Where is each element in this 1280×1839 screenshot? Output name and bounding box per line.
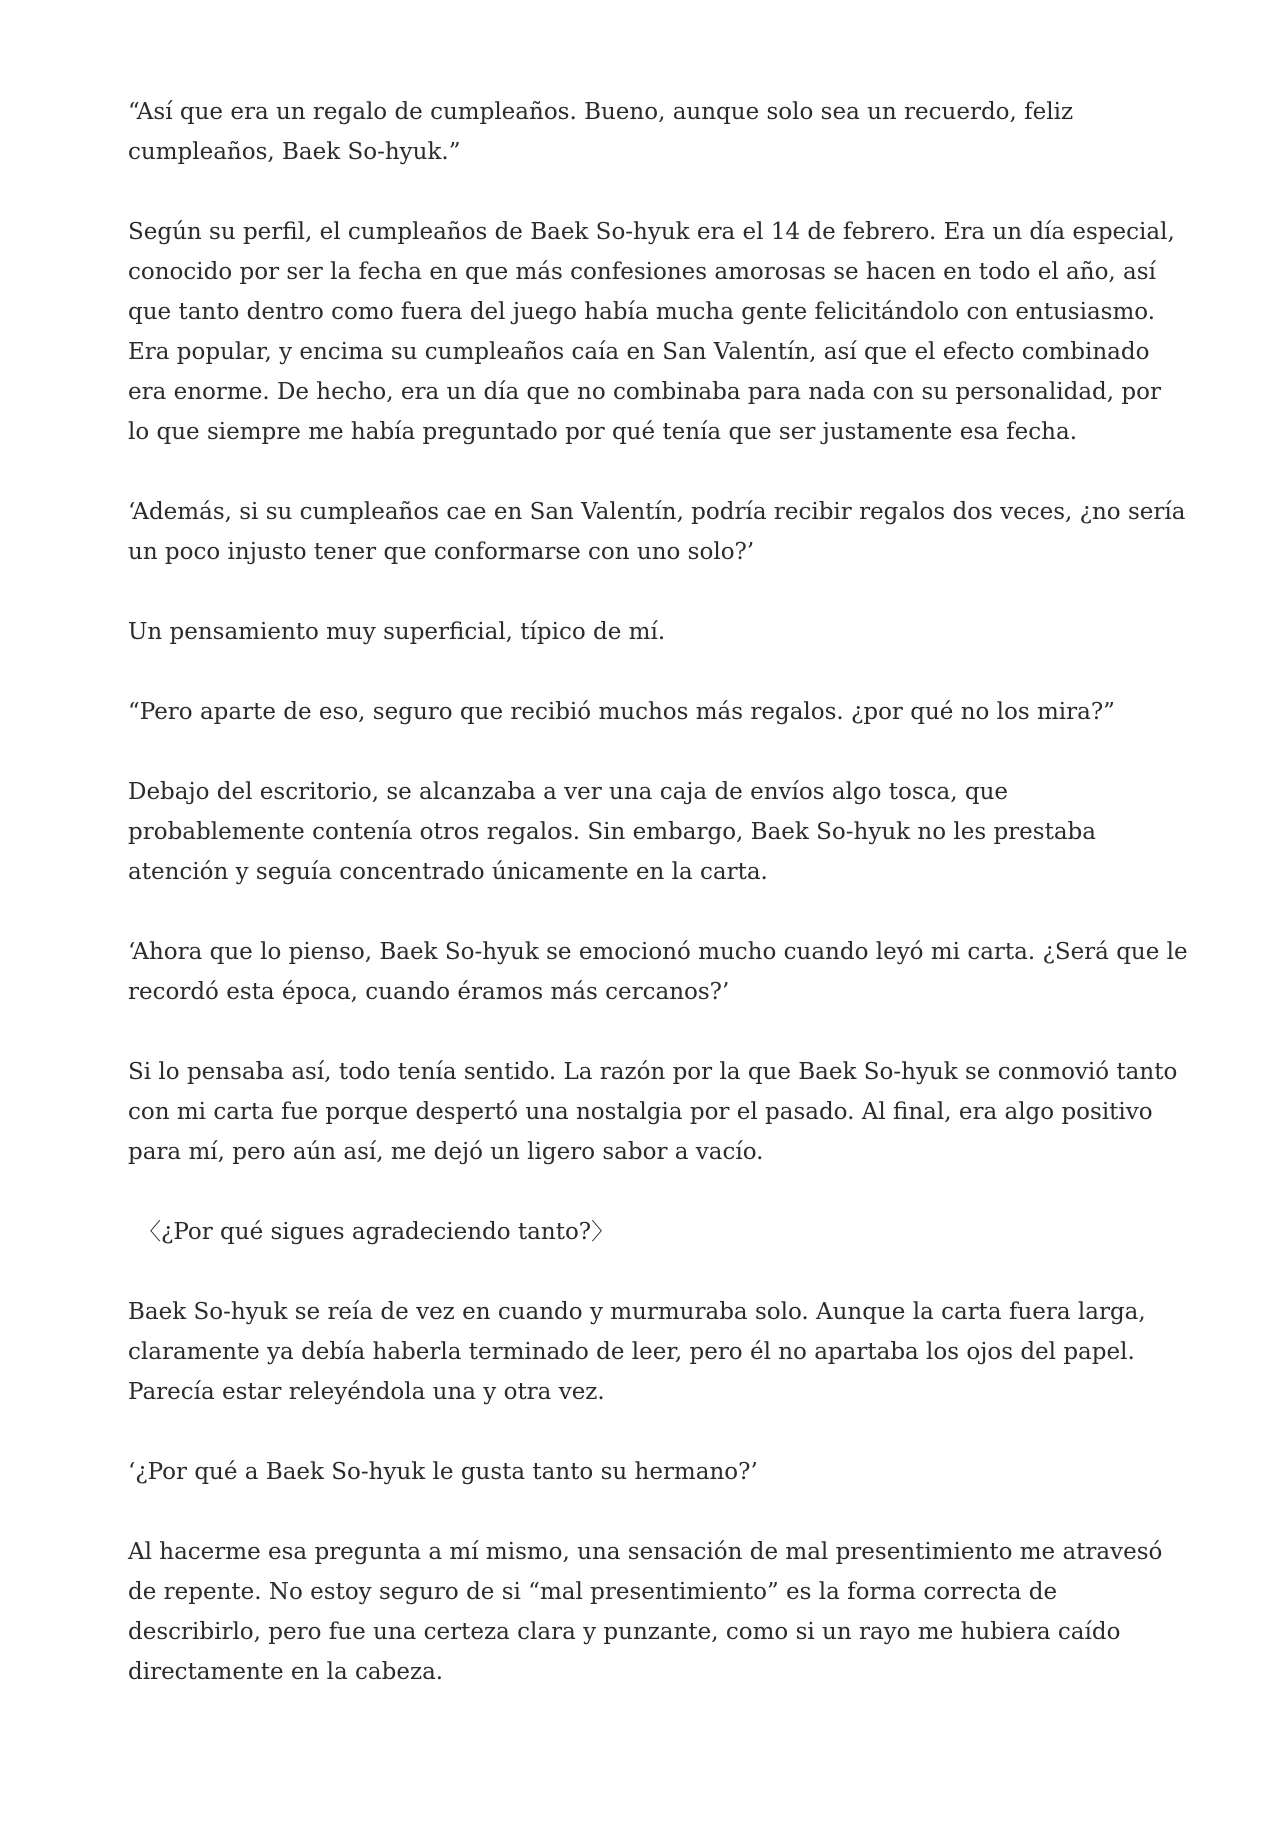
paragraph-5: “Pero aparte de eso, seguro que recibió muchos más regalos. ¿por qué no los mira?”: [128, 699, 1115, 725]
paragraph-10: Baek So-hyuk se reía de vez en cuando y murmuraba solo. Aunque la carta fuera larga, claramente ya debía haberla terminado de leer, pero él no apartaba los ojos del papel. Parecía estar releyéndola una y otra vez.: [128, 1299, 1146, 1405]
paragraph-6: Debajo del escritorio, se alcanzaba a ver una caja de envíos algo tosca, que probablemente contenía otros regalos. Sin embargo, Baek So-hyuk no les prestaba atención y seguía concentrado únicamente en la carta.: [128, 779, 1096, 885]
paragraph-3: ‘Además, si su cumpleaños cae en San Valentín, podría recibir regalos dos veces, ¿no sería un poco injusto tener que conformarse con uno solo?’: [128, 499, 1186, 565]
paragraph-2: Según su perfil, el cumpleaños de Baek So-hyuk era el 14 de febrero. Era un día especial, conocido por ser la fecha en que más confesiones amorosas se hacen en todo el año, así que tanto dentro como fuera del juego había mucha gente felicitándolo con entusiasmo. Era popular, y encima su cumpleaños caía en San Valentín, así que el efecto combinado era enorme. De hecho, era un día que no combinaba para nada con su personalidad, por lo que siempre me había preguntado por qué tenía que ser justamente esa fecha.: [128, 219, 1175, 445]
paragraph-12: Al hacerme esa pregunta a mí mismo, una sensación de mal presentimiento me atravesó de repente. No estoy seguro de si “mal presentimiento” es la forma correcta de describirlo, pero fue una certeza clara y punzante, como si un rayo me hubiera caído directamente en la cabeza.: [128, 1539, 1163, 1685]
paragraph-4: Un pensamiento muy superficial, típico de mí.: [128, 619, 666, 645]
paragraph-11: ‘¿Por qué a Baek So-hyuk le gusta tanto su hermano?’: [128, 1459, 758, 1485]
paragraph-8: Si lo pensaba así, todo tenía sentido. La razón por la que Baek So-hyuk se conmovió tanto con mi carta fue porque despertó una nostalgia por el pasado. Al final, era algo positivo para mí, pero aún así, me dejó un ligero sabor a vacío.: [128, 1059, 1178, 1165]
paragraph-7: ‘Ahora que lo pienso, Baek So-hyuk se emocionó mucho cuando leyó mi carta. ¿Será que le recordó esta época, cuando éramos más cercanos?’: [128, 939, 1188, 1005]
paragraph-1: “Así que era un regalo de cumpleaños. Bueno, aunque solo sea un recuerdo, feliz cumpleaños, Baek So-hyuk.”: [128, 99, 1074, 165]
document-body: [128, 92, 1188, 1732]
paragraph-9: 〈¿Por qué sigues agradeciendo tanto?〉: [138, 1219, 615, 1245]
